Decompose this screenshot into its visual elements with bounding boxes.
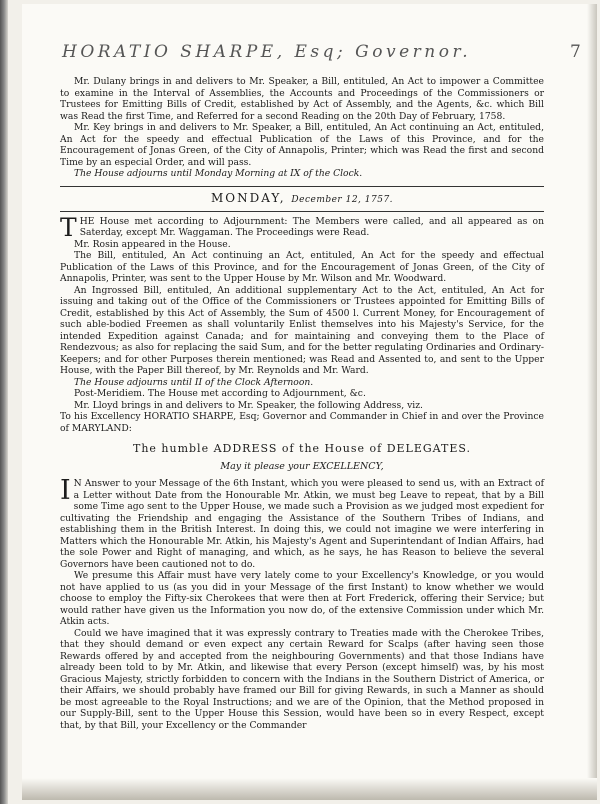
paragraph-could-we: Could we have imagined that it was expressly contrary to Treaties made with the Cherokee Tribes, that they should demand or even expect any certain Reward for Scalps (after having seen those Rewards offered by and accepted from the neighbouring Governments) and that those Indians have already been told to by Mr. Atkin, and likewise that every Person (except himself) was, by his most Gracious Majesty, strictly forbidden to concern with the Indians in the Southern District of America, or their Affairs, we should probably have framed our Bill for giving Rewards, in such a Manner as should be most agreeable to the Royal Instructions; and we are of the Opinion, that the Method proposed in our Supply-Bill, sent to the Upper House this Session, would have been so in every Respect, except that, by that Bill, your Excellency or the Commander bbox=[60, 627, 544, 731]
date-heading-date: December 12, 1757. bbox=[291, 194, 394, 205]
page-content bbox=[60, 76, 544, 731]
paragraph-dulany-bill: Mr. Dulany brings in and delivers to Mr. Speaker, a Bill, entituled, An Act to impower a Committee to examine in the Interval of Assemblies, the Accounts and Proceedings of the Commissioners or Trustees for Emitting Bills of Credit, established by Act of Assembly, and the Agents, &c. which Bill was Read the first Time, and Referred for a second Reading on the 20th Day of February, 1758. bbox=[60, 76, 544, 122]
page-number: 7 bbox=[570, 42, 581, 62]
paragraph-adjourn-monday: The House adjourns until Monday Morning at IX of the Clock. bbox=[74, 168, 363, 179]
section-divider-lower bbox=[60, 211, 544, 212]
date-heading bbox=[60, 191, 544, 205]
paragraph-printer-bill: The Bill, entituled, An Act continuing an Act, entituled, An Act for the speedy and effectual Publication of the Laws of this Province, and for the Encouragement of Jonas Green, of the City of Annapolis, Printer, was sent to the Upper House by Mr. Wilson and Mr. Woodward. bbox=[60, 250, 544, 284]
paragraph-rosin: Mr. Rosin appeared in the House. bbox=[74, 238, 231, 250]
drop-cap-i: I bbox=[60, 475, 71, 506]
paragraph-presume: We presume this Affair must have very lately come to your Excellency's Knowledge, or you would not have applied to us (as you did in your Message of the first Instant) to know whether we would choose to employ the Fifty-six Cherokees that were then at Fort Frederick, offering their Service; but would rather have given us the Information you now do, of the extensive Commission under which Mr. Atkin acts. bbox=[60, 570, 544, 627]
paragraph-adjourn-afternoon: The House adjourns until II of the Clock Afternoon. bbox=[74, 376, 314, 388]
paragraph-to-excellency: To his Excellency HORATIO SHARPE, Esq; Governor and Commander in Chief in and over the Province of MARYLAND: bbox=[60, 411, 544, 434]
paragraph-house-met bbox=[60, 212, 544, 242]
page-bottom-shade bbox=[22, 778, 597, 800]
page-edge-shade bbox=[587, 4, 597, 800]
paragraph-answer-text: N Answer to your Message of the 6th Instant, which you were pleased to send us, with an Extract of a Letter without Date from the Honourable Mr. Atkin, we must beg Leave to repeat, that by a Bill some Time ago sent to the Upper House, we made such a Provision as we judged most expedient for cultivating the Friendship and engaging the Assistance of the Southern Tribes of Indians, and establishing them in the British Interest. In doing this, we could not imagine we were interfering in Matters which the Honourable Mr. Atkin, his Majesty's Agent and Superintendant of Indian Affairs, had the sole Power and Right of managing, and which, as he says, he has Reason to believe the several Governors have been cautioned not to do. bbox=[60, 478, 544, 570]
paragraph-post-meridiem: Post-Meridiem. The House met according to Adjournment, &c. bbox=[74, 388, 366, 399]
section-divider bbox=[60, 186, 544, 187]
paragraph-house-met-text: HE House met according to Adjournment: The Members were called, and all appeared as on Saterday, except Mr. Waggaman. The Proceedings were Read. bbox=[79, 215, 544, 238]
address-salutation: May it please your EXCELLENCY, bbox=[220, 461, 384, 472]
paragraph-answer bbox=[60, 475, 544, 570]
book-spine bbox=[0, 0, 8, 804]
drop-cap-t: T bbox=[60, 212, 77, 242]
document-page bbox=[22, 4, 597, 800]
date-heading-day: MONDAY, bbox=[210, 190, 286, 205]
paragraph-key-bill: Mr. Key brings in and delivers to Mr. Speaker, a Bill, entituled, An Act continuing an Act, entituled, An Act for the speedy and effectual Publication of the Laws of this Province, and for the Encouragement of Jonas Green, of the City of Annapolis, Printer; which was Read the first and second Time by an especial Order, and will pass. bbox=[60, 122, 544, 168]
paragraph-lloyd-address: Mr. Lloyd brings in and delivers to Mr. Speaker, the following Address, viz. bbox=[74, 399, 423, 411]
paragraph-ingrossed-bill: An Ingrossed Bill, entituled, An additional supplementary Act to the Act, entituled, An Act for issuing and taking out of the Office of the Commissioners or Trustees appointed for Emitting Bills of Credit, established by this Act of Assembly, the Sum of 4500 l. Current Money, for Encouragement of such able-bodied Freemen as shall voluntarily Enlist themselves into his Majesty's Service, for the intended Expedition against Canada; and for maintaining and conveying them to the Place of Rendezvous; as also for replacing the said Sum, and for the better regulating Ordinaries and Ordinary-Keepers; and for other Purposes therein mentioned; was Read and Assented to, and sent to the Upper House, with the Paper Bill thereof, by Mr. Reynolds and Mr. Ward. bbox=[60, 284, 544, 376]
address-title: The humble ADDRESS of the House of DELEGATES. bbox=[132, 442, 472, 455]
running-head: HORATIO SHARPE, Esq; Governor. bbox=[62, 42, 472, 62]
